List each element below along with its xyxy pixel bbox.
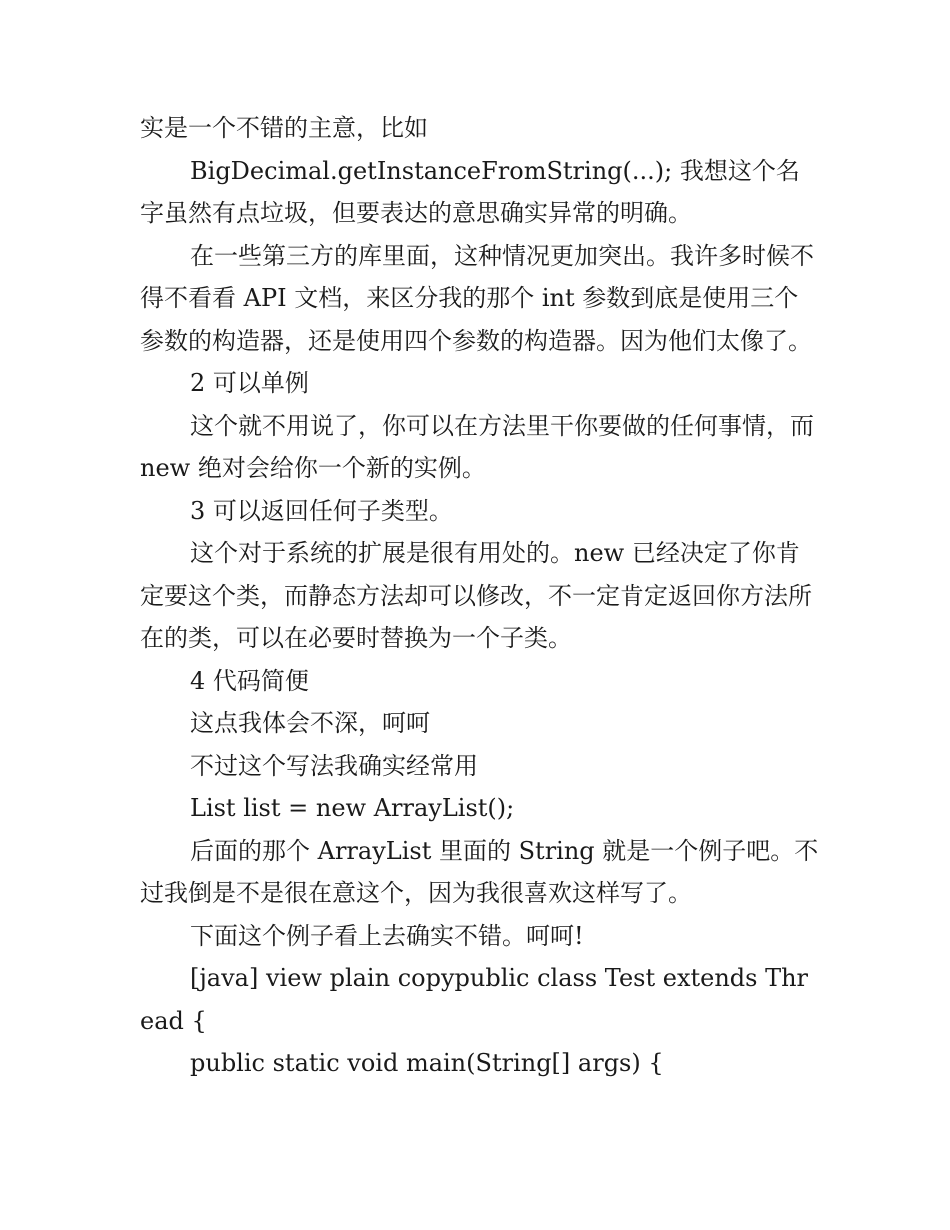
paragraph-5: 这个就不用说了，你可以在方法里干你要做的任何事情，而 new 绝对会给你一个新的实例。 [140, 411, 814, 482]
document-body [140, 107, 820, 1085]
paragraph-10: 不过这个写法我确实经常用 [190, 751, 478, 780]
section-heading-3: 3 可以返回任何子类型。 [190, 496, 453, 525]
section-heading-4: 4 代码简便 [190, 666, 309, 695]
paragraph-2: BigDecimal.getInstanceFromString(...); 我想这个名字虽然有点垃圾，但要表达的意思确实异常的明确。 [140, 156, 800, 227]
code-line-class: [java] view plain copypublic class Test extends Thread { [140, 964, 809, 1035]
paragraph-9: 这点我体会不深，呵呵 [190, 709, 430, 737]
paragraph-12: 后面的那个 ArrayList 里面的 String 就是一个例子吧。不过我倒是不是很在意这个，因为我很喜欢这样写了。 [140, 836, 819, 907]
paragraph-13: 下面这个例子看上去确实不错。呵呵! [190, 921, 584, 950]
code-line-list: List list = new ArrayList(); [190, 794, 515, 822]
paragraph-3: 在一些第三方的库里面，这种情况更加突出。我许多时候不得不看看 API 文档，来区分我的那个 int 参数到底是使用三个参数的构造器，还是使用四个参数的构造器。因为他们太像了。 [140, 241, 814, 355]
code-line-main: public static void main(String[] args) { [190, 1049, 664, 1077]
section-heading-2: 2 可以单例 [190, 369, 309, 397]
paragraph-1: 实是一个不错的主意，比如 [140, 114, 428, 142]
paragraph-7: 这个对于系统的扩展是很有用处的。new 已经决定了你肯定要这个类，而静态方法却可以修改，不一定肯定返回你方法所在的类，可以在必要时替换为一个子类。 [140, 539, 812, 652]
